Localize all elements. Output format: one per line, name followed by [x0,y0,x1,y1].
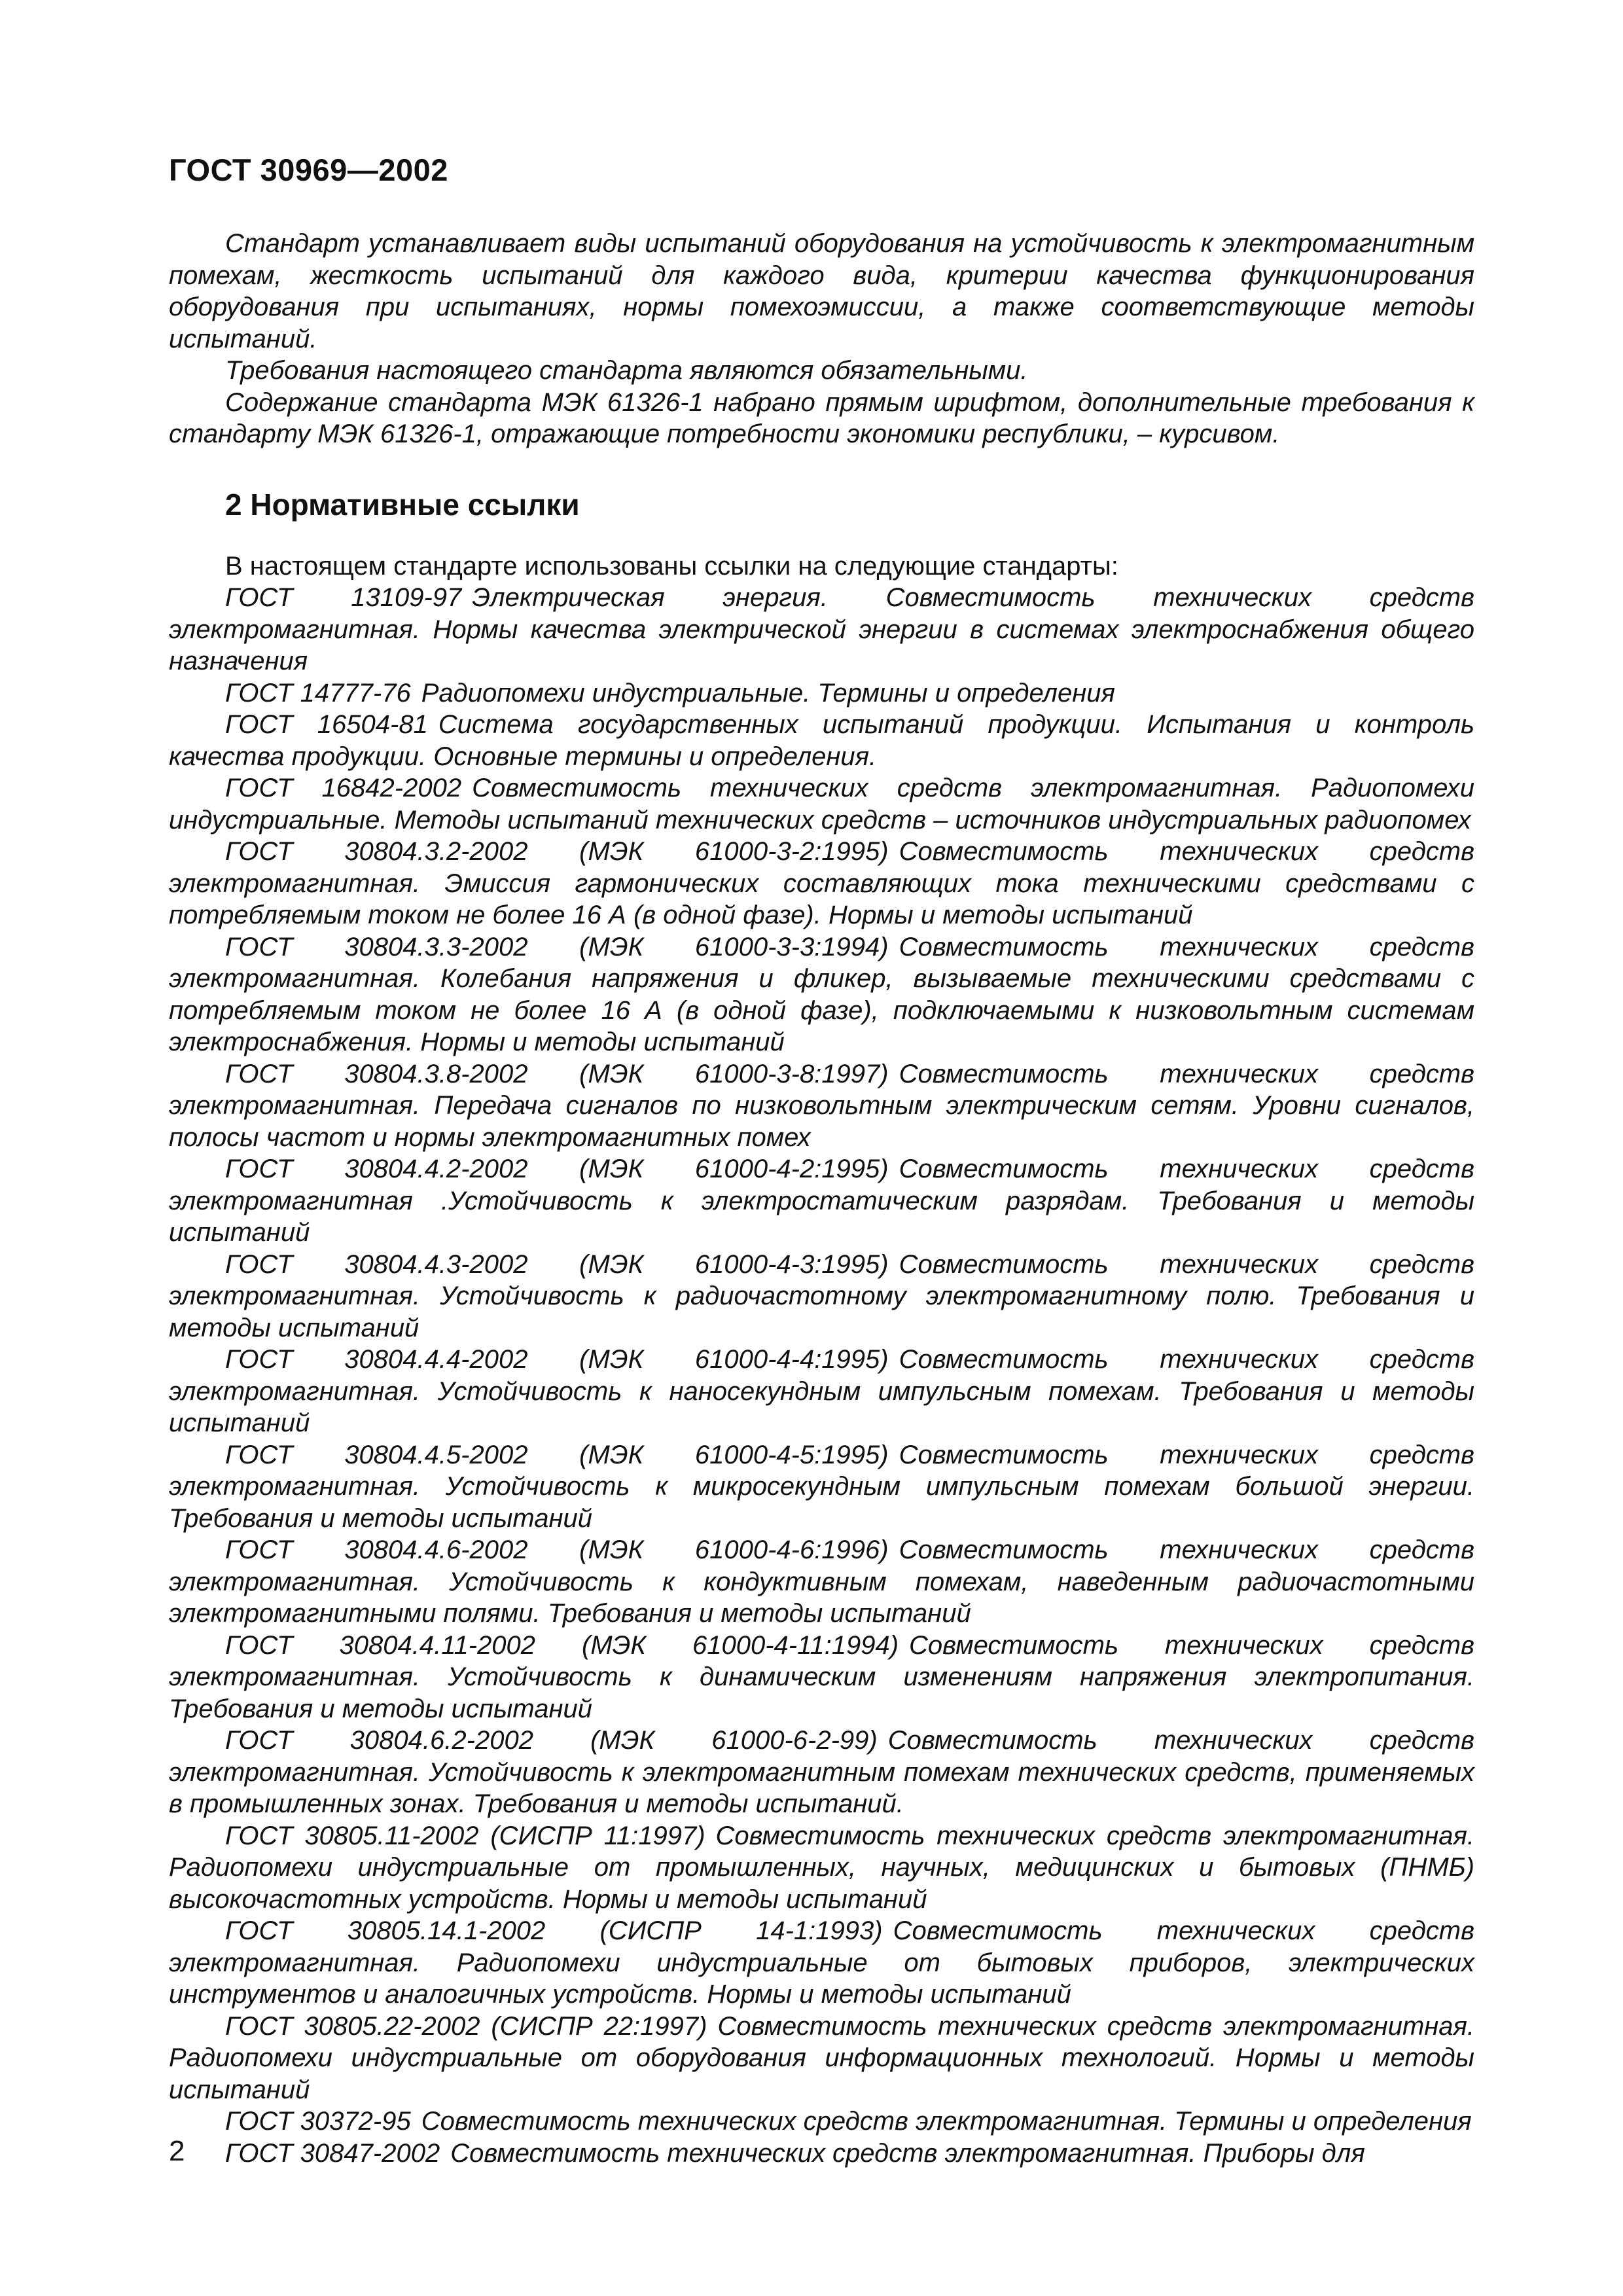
reference-title: Совместимость технических средств электромагнитная. Устойчивость к электромагнитным помехам технических средств, применяемых в промышленных зонах. Требования и методы испытаний. [169,1726,1475,1818]
reference-title: Совместимость технических средств электромагнитная. Радиопомехи индустриальные от промышленных, научных, медицинских и бытовых (ПНМБ) высокочастотных устройств. Нормы и методы испытаний [169,1821,1474,1914]
reference-title: Совместимость технических средств электромагнитная .Устойчивость к электростатическим разрядам. Требования и методы испытаний [169,1155,1474,1247]
reference-code: ГОСТ 30805.22-2002 (СИСПР 22:1997) [225,2011,707,2041]
reference-item [169,772,1474,836]
reference-code: ГОСТ 30804.4.2-2002 (МЭК 61000-4-2:1995) [225,1155,889,1183]
reference-title: Совместимость технических средств электромагнитная. Радиопомехи индустриальные от оборудования информационных технологий. Нормы и методы испытаний [169,2011,1474,2104]
reference-code: ГОСТ 16842-2002 [225,774,462,802]
reference-item [169,1344,1474,1439]
reference-code: ГОСТ 30804.4.6-2002 (МЭК 61000-4-6:1996) [225,1535,889,1564]
reference-title: Совместимость технических средств электромагнитная. Устойчивость к наносекундным импульсным помехам. Требования и методы испытаний [169,1345,1474,1437]
reference-item [169,931,1474,1058]
reference-item [169,2138,1474,2170]
reference-title: Совместимость технических средств электромагнитная. Устойчивость к динамическим изменениям напряжения электропитания. Требования и методы испытаний [169,1630,1475,1723]
reference-title: Совместимость технических средств электромагнитная. Колебания напряжения и фликер, вызываемые техническими средствами с потребляемым током не более 16 А (в одной фазе), подключаемыми к низковольтным системам электроснабжения. Нормы и методы испытаний [169,932,1474,1056]
reference-item [169,677,1474,709]
reference-code: ГОСТ 30804.4.4-2002 (МЭК 61000-4-4:1995) [225,1345,889,1374]
reference-item [169,709,1474,772]
intro-paragraph-scope: Стандарт устанавливает виды испытаний оборудования на устойчивость к электромагнитным помехам, жесткость испытаний для каждого вида, критерии качества функционирования оборудования при испытаниях, нормы помехоэмиссии, а также соответствующие методы испытаний. [169,229,1474,353]
reference-item [169,2011,1474,2106]
reference-title: Совместимость технических средств электромагнитная. Устойчивость к радиочастотному электромагнитному полю. Требования и методы испытаний [169,1249,1474,1342]
reference-code: ГОСТ 30804.3.8-2002 (МЭК 61000-3-8:1997) [225,1059,889,1088]
reference-title: Совместимость технических средств электромагнитная. Эмиссия гармонических составляющих тока техническими средствами с потребляемым током не более 16 А (в одной фазе). Нормы и методы испытаний [169,837,1474,929]
reference-title: Электрическая энергия. Совместимость технических средств электромагнитная. Нормы качества электрической энергии в системах электроснабжения общего назначения [169,583,1474,675]
reference-item [169,1630,1474,1725]
reference-code: ГОСТ 30804.4.11-2002 (МЭК 61000-4-11:1994) [225,1630,899,1660]
reference-item [169,1820,1474,1916]
reference-item [169,2106,1474,2138]
reference-code: ГОСТ 14777-76 [225,678,411,708]
reference-item [169,1058,1474,1154]
reference-title: Совместимость технических средств электромагнитная. Радиопомехи индустриальные. Методы испытаний технических средств – источников индустриальных радиопомех [169,774,1475,834]
reference-item [169,1249,1474,1344]
reference-code: ГОСТ 16504-81 [225,710,428,739]
references-intro: В настоящем стандарте использованы ссылки на следующие стандарты: [225,551,1118,581]
section-heading: 2 Нормативные ссылки [225,487,580,522]
reference-title: Совместимость технических средств электромагнитная. Термины и определения [421,2107,1472,2136]
reference-title: Система государственных испытаний продукции. Испытания и контроль качества продукции. Основные термины и определения. [169,710,1474,771]
reference-item [169,1153,1474,1249]
reference-list [169,582,1474,2169]
reference-title: Совместимость технических средств электромагнитная. Радиопомехи индустриальные от бытовых приборов, электрических инструментов и аналогичных устройств. Нормы и методы испытаний [169,1916,1474,2009]
reference-code: ГОСТ 30372-95 [225,2107,411,2136]
reference-item [169,582,1474,677]
reference-item [169,836,1474,931]
reference-item [169,1439,1474,1535]
intro-paragraph-typography: Содержание стандарта МЭК 61326-1 набрано прямым шрифтом, дополнительные требования к стандарту МЭК 61326-1, отражающие потребности экономики республики, – курсивом. [169,387,1474,448]
page-number: 2 [169,2135,185,2167]
reference-code: ГОСТ 30805.14.1-2002 (СИСПР 14-1:1993) [225,1916,883,1945]
reference-title: Радиопомехи индустриальные. Термины и определения [421,678,1115,708]
reference-title: Совместимость технических средств электромагнитная. Устойчивость к кондуктивным помехам, наведенным радиочастотными электромагнитными полями. Требования и методы испытаний [169,1535,1474,1628]
reference-item [169,1534,1474,1630]
reference-code: ГОСТ 30804.4.5-2002 (МЭК 61000-4-5:1995) [225,1440,889,1469]
reference-code: ГОСТ 30804.6.2-2002 (МЭК 61000-6-2-99) [225,1726,878,1755]
reference-code: ГОСТ 13109-97 [225,583,462,612]
page-content [169,228,1474,2169]
reference-code: ГОСТ 30805.11-2002 (СИСПР 11:1997) [225,1821,705,1850]
reference-code: ГОСТ 30804.4.3-2002 (МЭК 61000-4-3:1995) [225,1249,889,1279]
reference-title: Совместимость технических средств электромагнитная. Приборы для [450,2138,1365,2168]
intro-paragraph-mandatory: Требования настоящего стандарта являются обязательными. [225,356,1028,385]
reference-item [169,1725,1474,1820]
reference-title: Совместимость технических средств электромагнитная. Передача сигналов по низковольтным электрическим сетям. Уровни сигналов, полосы частот и нормы электромагнитных помех [169,1059,1474,1152]
reference-code: ГОСТ 30847-2002 [225,2138,440,2168]
reference-title: Совместимость технических средств электромагнитная. Устойчивость к микросекундным импульсным помехам большой энергии. Требования и методы испытаний [169,1440,1474,1533]
document-header: ГОСТ 30969—2002 [169,152,448,187]
reference-code: ГОСТ 30804.3.2-2002 (МЭК 61000-3-2:1995) [225,837,889,866]
reference-code: ГОСТ 30804.3.3-2002 (МЭК 61000-3-3:1994) [225,932,889,961]
reference-item [169,1915,1474,2011]
